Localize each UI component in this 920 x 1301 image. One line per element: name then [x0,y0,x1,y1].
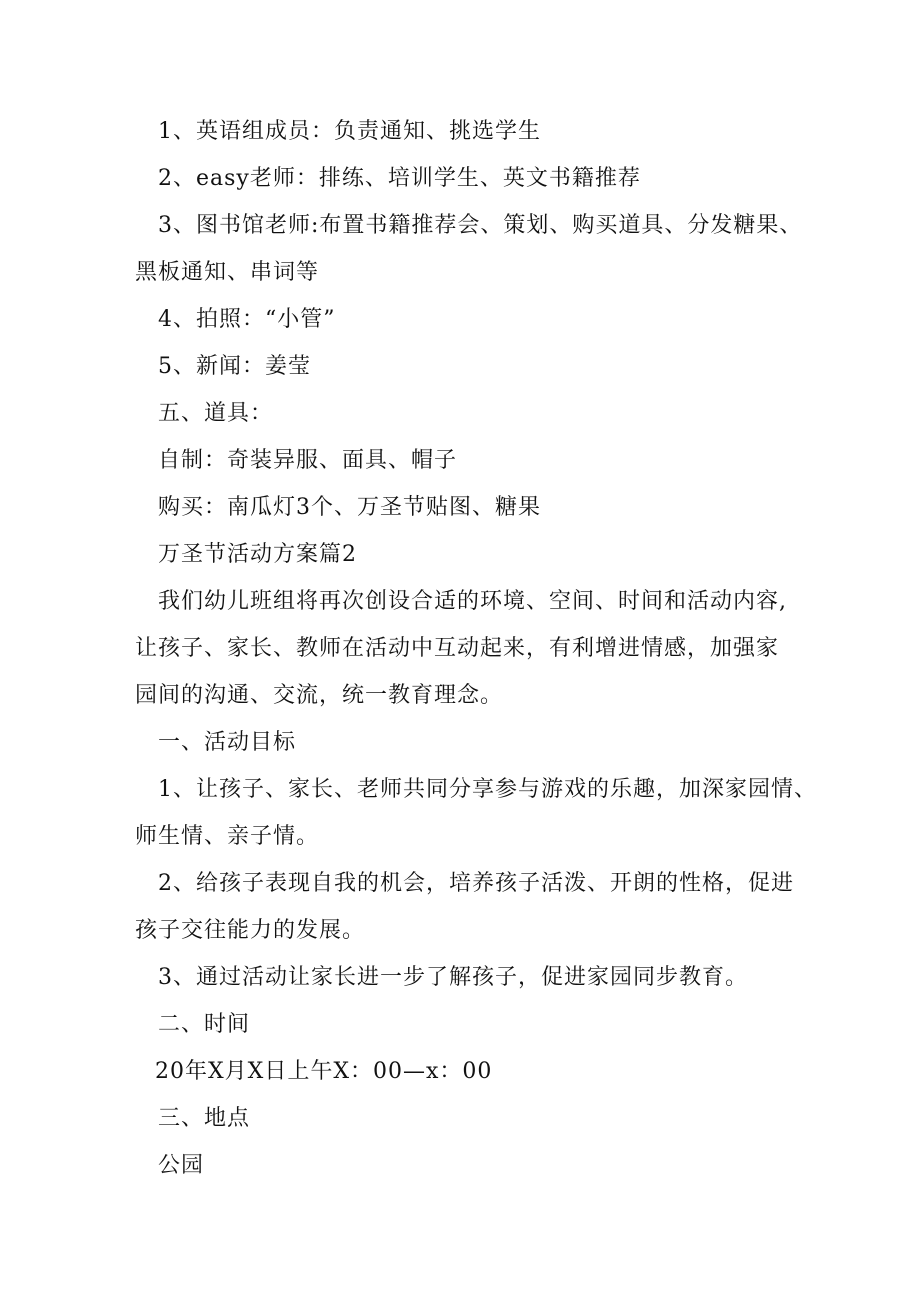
text-line: 黑板通知、串词等 [135,260,320,285]
text-line: 孩子交往能力的发展。 [135,918,366,943]
text-line: 公园 [158,1153,205,1178]
text-line: 2、给孩子表现自我的机会，培养孩子活泼、开朗的性格，促进 [158,871,794,896]
text-line: 1、让孩子、家长、老师共同分享参与游戏的乐趣，加深家园情、 [158,777,817,802]
text-line: 园间的沟通、交流，统一教育理念。 [135,683,504,708]
text-line: 3、通过活动让家长进一步了解孩子，促进家园同步教育。 [158,965,748,990]
text-line: 4、拍照：“小管” [158,307,336,332]
text-line: 自制：奇装异服、面具、帽子 [158,448,458,473]
text-line: 我们幼儿班组将再次创设合适的环境、空间、时间和活动内容, [158,589,787,614]
text-line: 5、新闻：姜莹 [158,354,311,379]
text-line: 购买：南瓜灯3个、万圣节贴图、糖果 [158,495,541,520]
section-heading: 二、时间 [158,1012,251,1037]
text-line: 3、图书馆老师:布置书籍推荐会、策划、购买道具、分发糖果、 [158,213,803,238]
article-title: 万圣节活动方案篇2 [158,542,357,567]
section-heading: 三、地点 [158,1106,251,1131]
text-line: 2、easy老师：排练、培训学生、英文书籍推荐 [158,166,641,191]
section-heading: 五、道具： [158,401,274,426]
text-line: 20年X月X日上午X：00—x：00 [155,1059,493,1084]
text-line: 让孩子、家长、教师在活动中互动起来，有利增进情感，加强家 [135,636,780,661]
section-heading: 一、活动目标 [158,730,297,755]
text-line: 1、英语组成员：负责通知、挑选学生 [158,119,541,144]
text-line: 师生情、亲子情。 [135,824,320,849]
